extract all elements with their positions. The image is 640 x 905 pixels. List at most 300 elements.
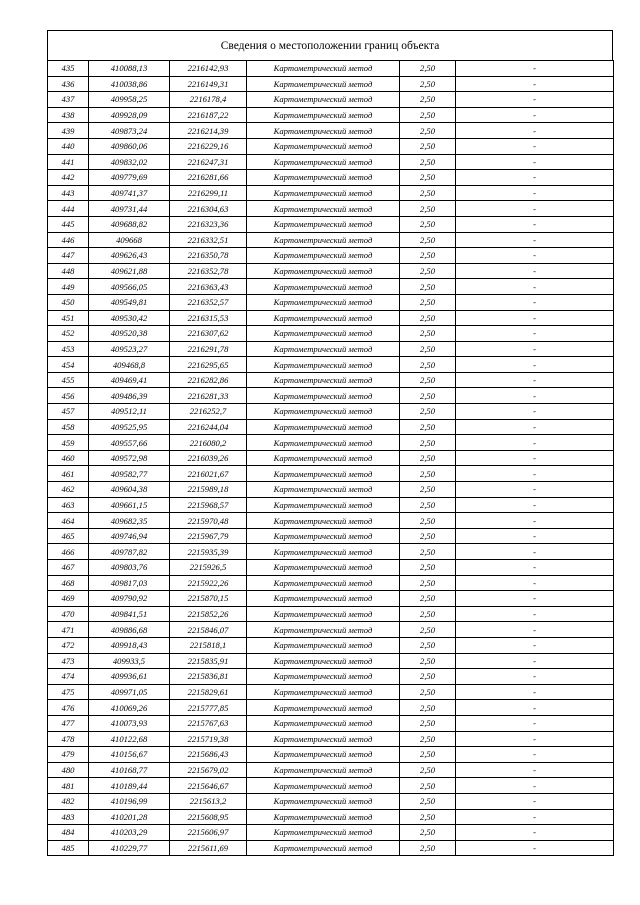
accuracy-cell: 2,50 [400,138,456,154]
x-coordinate-cell: 409468,8 [89,357,170,373]
accuracy-cell: 2,50 [400,669,456,685]
method-cell: Картометрический метод [247,747,400,763]
x-coordinate-cell: 409512,11 [89,404,170,420]
table-row [48,825,614,841]
accuracy-cell: 2,50 [400,326,456,342]
point-number-cell: 439 [48,123,89,139]
accuracy-cell: 2,50 [400,825,456,841]
table-row [48,622,614,638]
x-coordinate-cell: 410088,13 [89,61,170,77]
accuracy-cell: 2,50 [400,185,456,201]
point-number-cell: 469 [48,591,89,607]
table-row [48,107,614,123]
y-coordinate-cell: 2216352,78 [170,263,247,279]
point-number-cell: 480 [48,762,89,778]
y-coordinate-cell: 2216281,66 [170,170,247,186]
description-cell: - [456,637,614,653]
y-coordinate-cell: 2216252,7 [170,404,247,420]
point-number-cell: 452 [48,326,89,342]
method-cell: Картометрический метод [247,310,400,326]
table-row [48,560,614,576]
accuracy-cell: 2,50 [400,747,456,763]
y-coordinate-cell: 2215922,26 [170,575,247,591]
description-cell: - [456,279,614,295]
table-body [48,61,614,856]
description-cell: - [456,482,614,498]
x-coordinate-cell: 409582,77 [89,466,170,482]
point-number-cell: 444 [48,201,89,217]
point-number-cell: 442 [48,170,89,186]
y-coordinate-cell: 2215926,5 [170,560,247,576]
x-coordinate-cell: 409626,43 [89,248,170,264]
x-coordinate-cell: 409790,92 [89,591,170,607]
table-row [48,357,614,373]
point-number-cell: 454 [48,357,89,373]
method-cell: Картометрический метод [247,154,400,170]
accuracy-cell: 2,50 [400,840,456,856]
method-cell: Картометрический метод [247,388,400,404]
method-cell: Картометрический метод [247,76,400,92]
description-cell: - [456,372,614,388]
description-cell: - [456,466,614,482]
accuracy-cell: 2,50 [400,357,456,373]
x-coordinate-cell: 409841,51 [89,606,170,622]
table-row [48,372,614,388]
x-coordinate-cell: 409572,98 [89,450,170,466]
accuracy-cell: 2,50 [400,560,456,576]
description-cell: - [456,61,614,77]
description-cell: - [456,778,614,794]
description-cell: - [456,92,614,108]
x-coordinate-cell: 410196,99 [89,793,170,809]
point-number-cell: 466 [48,544,89,560]
accuracy-cell: 2,50 [400,170,456,186]
document-title: Сведения о местоположении границ объекта [47,30,613,60]
y-coordinate-cell: 2215686,43 [170,747,247,763]
x-coordinate-cell: 409682,35 [89,513,170,529]
y-coordinate-cell: 2216350,78 [170,248,247,264]
x-coordinate-cell: 409928,09 [89,107,170,123]
point-number-cell: 443 [48,185,89,201]
description-cell: - [456,560,614,576]
point-number-cell: 468 [48,575,89,591]
x-coordinate-cell: 410069,26 [89,700,170,716]
x-coordinate-cell: 409886,68 [89,622,170,638]
table-row [48,154,614,170]
table-row [48,606,614,622]
y-coordinate-cell: 2216214,39 [170,123,247,139]
method-cell: Картометрический метод [247,92,400,108]
y-coordinate-cell: 2215679,02 [170,762,247,778]
point-number-cell: 472 [48,637,89,653]
accuracy-cell: 2,50 [400,61,456,77]
accuracy-cell: 2,50 [400,216,456,232]
y-coordinate-cell: 2215606,97 [170,825,247,841]
method-cell: Картометрический метод [247,123,400,139]
table-row [48,92,614,108]
accuracy-cell: 2,50 [400,482,456,498]
accuracy-cell: 2,50 [400,793,456,809]
point-number-cell: 457 [48,404,89,420]
y-coordinate-cell: 2216352,57 [170,294,247,310]
method-cell: Картометрический метод [247,466,400,482]
accuracy-cell: 2,50 [400,450,456,466]
table-row [48,185,614,201]
y-coordinate-cell: 2216080,2 [170,435,247,451]
table-row [48,170,614,186]
accuracy-cell: 2,50 [400,513,456,529]
description-cell: - [456,762,614,778]
description-cell: - [456,138,614,154]
point-number-cell: 448 [48,263,89,279]
table-row [48,435,614,451]
method-cell: Картометрический метод [247,778,400,794]
description-cell: - [456,450,614,466]
y-coordinate-cell: 2216315,53 [170,310,247,326]
y-coordinate-cell: 2216039,26 [170,450,247,466]
point-number-cell: 440 [48,138,89,154]
y-coordinate-cell: 2216244,04 [170,419,247,435]
accuracy-cell: 2,50 [400,762,456,778]
table-row [48,513,614,529]
accuracy-cell: 2,50 [400,700,456,716]
table-row [48,669,614,685]
point-number-cell: 451 [48,310,89,326]
method-cell: Картометрический метод [247,372,400,388]
method-cell: Картометрический метод [247,201,400,217]
description-cell: - [456,341,614,357]
point-number-cell: 436 [48,76,89,92]
x-coordinate-cell: 409469,41 [89,372,170,388]
description-cell: - [456,216,614,232]
point-number-cell: 437 [48,92,89,108]
point-number-cell: 461 [48,466,89,482]
y-coordinate-cell: 2216229,16 [170,138,247,154]
x-coordinate-cell: 409741,37 [89,185,170,201]
accuracy-cell: 2,50 [400,497,456,513]
description-cell: - [456,544,614,560]
table-row [48,762,614,778]
description-cell: - [456,684,614,700]
table-row [48,809,614,825]
table-row [48,341,614,357]
description-cell: - [456,575,614,591]
description-cell: - [456,107,614,123]
table-row [48,747,614,763]
accuracy-cell: 2,50 [400,575,456,591]
y-coordinate-cell: 2215870,15 [170,591,247,607]
method-cell: Картометрический метод [247,279,400,295]
method-cell: Картометрический метод [247,404,400,420]
y-coordinate-cell: 2216247,31 [170,154,247,170]
x-coordinate-cell: 410156,67 [89,747,170,763]
point-number-cell: 441 [48,154,89,170]
y-coordinate-cell: 2216291,78 [170,341,247,357]
method-cell: Картометрический метод [247,622,400,638]
description-cell: - [456,232,614,248]
method-cell: Картометрический метод [247,575,400,591]
point-number-cell: 479 [48,747,89,763]
point-number-cell: 465 [48,528,89,544]
y-coordinate-cell: 2215967,79 [170,528,247,544]
point-number-cell: 478 [48,731,89,747]
point-number-cell: 450 [48,294,89,310]
y-coordinate-cell: 2216187,22 [170,107,247,123]
accuracy-cell: 2,50 [400,715,456,731]
accuracy-cell: 2,50 [400,528,456,544]
point-number-cell: 475 [48,684,89,700]
x-coordinate-cell: 409787,82 [89,544,170,560]
y-coordinate-cell: 2215968,57 [170,497,247,513]
table-row [48,684,614,700]
description-cell: - [456,154,614,170]
description-cell: - [456,294,614,310]
table-row [48,216,614,232]
y-coordinate-cell: 2216142,93 [170,61,247,77]
y-coordinate-cell: 2216299,11 [170,185,247,201]
method-cell: Картометрический метод [247,731,400,747]
accuracy-cell: 2,50 [400,435,456,451]
description-cell: - [456,435,614,451]
table-row [48,653,614,669]
method-cell: Картометрический метод [247,326,400,342]
point-number-cell: 445 [48,216,89,232]
table-row [48,294,614,310]
method-cell: Картометрический метод [247,248,400,264]
y-coordinate-cell: 2216363,43 [170,279,247,295]
description-cell: - [456,700,614,716]
accuracy-cell: 2,50 [400,637,456,653]
accuracy-cell: 2,50 [400,622,456,638]
description-cell: - [456,185,614,201]
method-cell: Картометрический метод [247,482,400,498]
description-cell: - [456,622,614,638]
table-row [48,232,614,248]
description-cell: - [456,591,614,607]
x-coordinate-cell: 410038,86 [89,76,170,92]
point-number-cell: 483 [48,809,89,825]
description-cell: - [456,731,614,747]
point-number-cell: 474 [48,669,89,685]
point-number-cell: 484 [48,825,89,841]
method-cell: Картометрический метод [247,357,400,373]
x-coordinate-cell: 410073,93 [89,715,170,731]
x-coordinate-cell: 409557,66 [89,435,170,451]
accuracy-cell: 2,50 [400,76,456,92]
x-coordinate-cell: 409817,03 [89,575,170,591]
accuracy-cell: 2,50 [400,232,456,248]
description-cell: - [456,840,614,856]
method-cell: Картометрический метод [247,170,400,186]
table-row [48,497,614,513]
y-coordinate-cell: 2216178,4 [170,92,247,108]
table-row [48,404,614,420]
x-coordinate-cell: 409918,43 [89,637,170,653]
table-row [48,700,614,716]
table-row [48,123,614,139]
accuracy-cell: 2,50 [400,606,456,622]
method-cell: Картометрический метод [247,513,400,529]
accuracy-cell: 2,50 [400,294,456,310]
document-sheet [47,30,613,856]
description-cell: - [456,653,614,669]
method-cell: Картометрический метод [247,138,400,154]
accuracy-cell: 2,50 [400,591,456,607]
table-row [48,466,614,482]
x-coordinate-cell: 410122,68 [89,731,170,747]
x-coordinate-cell: 409832,02 [89,154,170,170]
accuracy-cell: 2,50 [400,544,456,560]
method-cell: Картометрический метод [247,684,400,700]
point-number-cell: 485 [48,840,89,856]
x-coordinate-cell: 409621,88 [89,263,170,279]
y-coordinate-cell: 2215970,48 [170,513,247,529]
table-row [48,528,614,544]
description-cell: - [456,123,614,139]
accuracy-cell: 2,50 [400,372,456,388]
method-cell: Картометрический метод [247,606,400,622]
y-coordinate-cell: 2216149,31 [170,76,247,92]
accuracy-cell: 2,50 [400,248,456,264]
description-cell: - [456,419,614,435]
accuracy-cell: 2,50 [400,123,456,139]
table-row [48,248,614,264]
x-coordinate-cell: 409525,95 [89,419,170,435]
description-cell: - [456,825,614,841]
accuracy-cell: 2,50 [400,653,456,669]
y-coordinate-cell: 2216021,67 [170,466,247,482]
point-number-cell: 471 [48,622,89,638]
y-coordinate-cell: 2216304,63 [170,201,247,217]
accuracy-cell: 2,50 [400,107,456,123]
point-number-cell: 449 [48,279,89,295]
description-cell: - [456,248,614,264]
x-coordinate-cell: 409958,25 [89,92,170,108]
x-coordinate-cell: 409688,82 [89,216,170,232]
method-cell: Картометрический метод [247,232,400,248]
method-cell: Картометрический метод [247,435,400,451]
table-row [48,263,614,279]
description-cell: - [456,715,614,731]
x-coordinate-cell: 409530,42 [89,310,170,326]
x-coordinate-cell: 409803,76 [89,560,170,576]
y-coordinate-cell: 2216307,62 [170,326,247,342]
x-coordinate-cell: 409971,05 [89,684,170,700]
y-coordinate-cell: 2215767,63 [170,715,247,731]
method-cell: Картометрический метод [247,61,400,77]
method-cell: Картометрический метод [247,294,400,310]
x-coordinate-cell: 409731,44 [89,201,170,217]
point-number-cell: 464 [48,513,89,529]
description-cell: - [456,170,614,186]
point-number-cell: 473 [48,653,89,669]
table-row [48,778,614,794]
method-cell: Картометрический метод [247,216,400,232]
y-coordinate-cell: 2215829,61 [170,684,247,700]
y-coordinate-cell: 2215935,39 [170,544,247,560]
x-coordinate-cell: 409873,24 [89,123,170,139]
boundary-coordinates-table [47,60,614,856]
accuracy-cell: 2,50 [400,404,456,420]
table-row [48,637,614,653]
method-cell: Картометрический метод [247,793,400,809]
table-row [48,61,614,77]
method-cell: Картометрический метод [247,560,400,576]
x-coordinate-cell: 410229,77 [89,840,170,856]
table-row [48,310,614,326]
description-cell: - [456,357,614,373]
method-cell: Картометрический метод [247,544,400,560]
point-number-cell: 458 [48,419,89,435]
method-cell: Картометрический метод [247,107,400,123]
method-cell: Картометрический метод [247,263,400,279]
accuracy-cell: 2,50 [400,341,456,357]
x-coordinate-cell: 410203,29 [89,825,170,841]
table-row [48,450,614,466]
accuracy-cell: 2,50 [400,466,456,482]
x-coordinate-cell: 409566,05 [89,279,170,295]
table-row [48,793,614,809]
point-number-cell: 481 [48,778,89,794]
x-coordinate-cell: 409486,39 [89,388,170,404]
y-coordinate-cell: 2216295,65 [170,357,247,373]
method-cell: Картометрический метод [247,762,400,778]
point-number-cell: 435 [48,61,89,77]
y-coordinate-cell: 2215608,95 [170,809,247,825]
y-coordinate-cell: 2215852,26 [170,606,247,622]
method-cell: Картометрический метод [247,715,400,731]
y-coordinate-cell: 2215835,91 [170,653,247,669]
table-row [48,840,614,856]
method-cell: Картометрический метод [247,825,400,841]
x-coordinate-cell: 409746,94 [89,528,170,544]
accuracy-cell: 2,50 [400,388,456,404]
y-coordinate-cell: 2215611,69 [170,840,247,856]
description-cell: - [456,513,614,529]
y-coordinate-cell: 2216332,51 [170,232,247,248]
x-coordinate-cell: 409523,27 [89,341,170,357]
point-number-cell: 446 [48,232,89,248]
method-cell: Картометрический метод [247,700,400,716]
description-cell: - [456,669,614,685]
description-cell: - [456,326,614,342]
point-number-cell: 460 [48,450,89,466]
table-row [48,279,614,295]
accuracy-cell: 2,50 [400,419,456,435]
accuracy-cell: 2,50 [400,731,456,747]
table-row [48,76,614,92]
y-coordinate-cell: 2216281,33 [170,388,247,404]
point-number-cell: 476 [48,700,89,716]
table-row [48,591,614,607]
description-cell: - [456,76,614,92]
point-number-cell: 459 [48,435,89,451]
table-row [48,326,614,342]
method-cell: Картометрический метод [247,840,400,856]
method-cell: Картометрический метод [247,591,400,607]
accuracy-cell: 2,50 [400,684,456,700]
x-coordinate-cell: 409936,61 [89,669,170,685]
description-cell: - [456,497,614,513]
description-cell: - [456,404,614,420]
point-number-cell: 482 [48,793,89,809]
description-cell: - [456,747,614,763]
description-cell: - [456,809,614,825]
point-number-cell: 462 [48,482,89,498]
x-coordinate-cell: 409668 [89,232,170,248]
method-cell: Картометрический метод [247,450,400,466]
x-coordinate-cell: 410168,77 [89,762,170,778]
